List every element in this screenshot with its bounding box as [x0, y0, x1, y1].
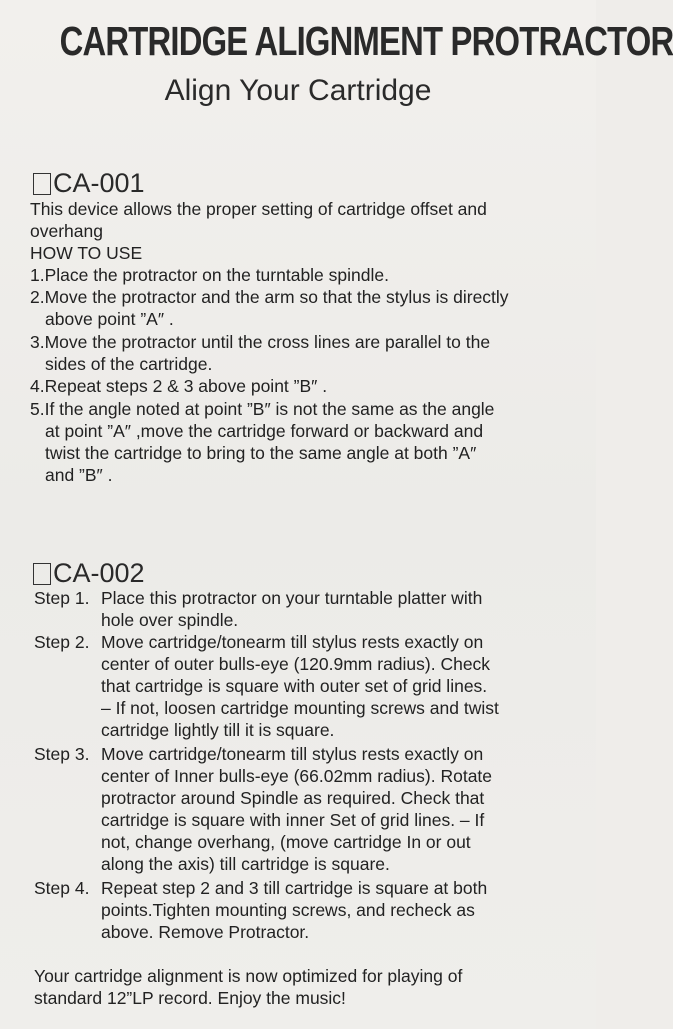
section-heading-ca002	[33, 558, 145, 589]
ca001-line: above point ”A″ .	[45, 309, 174, 329]
checkbox-icon	[33, 563, 51, 585]
step-line: cartridge lightly till it is square.	[101, 720, 335, 740]
step-line	[34, 877, 487, 899]
ca001-line: 1.Place the protractor on the turntable spindle.	[30, 265, 389, 285]
ca001-line: twist the cartridge to bring to the same angle at both ”A″	[45, 443, 477, 463]
step-line: center of Inner bulls-eye (66.02mm radius). Rotate	[101, 766, 493, 786]
step-label: Step 1.	[34, 588, 90, 608]
step-line: hole over spindle.	[101, 610, 239, 630]
section-heading-ca001	[33, 168, 145, 199]
ca001-line: 2.Move the protractor and the arm so that the stylus is directly	[30, 287, 509, 307]
page-subtitle: Align Your Cartridge	[164, 74, 432, 107]
step-line	[34, 587, 482, 609]
ca001-line: 4.Repeat steps 2 & 3 above point ”B″ .	[30, 376, 328, 396]
step-line: center of outer bulls-eye (120.9mm radius). Check	[101, 654, 491, 674]
closing-line: Your cartridge alignment is now optimized for playing of	[34, 966, 463, 986]
ca001-line: 5.If the angle noted at point ”B″ is not the same as the angle	[30, 399, 495, 419]
step-line: – If not, loosen cartridge mounting screws and twist	[101, 698, 499, 718]
step-label: Step 3.	[34, 744, 90, 764]
step-text: Place this protractor on your turntable platter with	[101, 588, 483, 608]
step-line: points.Tighten mounting screws, and recheck as	[101, 900, 475, 920]
step-label: Step 2.	[34, 632, 90, 652]
step-line: not, change overhang, (move cartridge In or out	[101, 832, 471, 852]
page-title: CARTRIDGE ALIGNMENT PROTRACTOR	[59, 18, 673, 64]
step-text: Repeat step 2 and 3 till cartridge is square at both	[101, 878, 488, 898]
step-line: protractor around Spindle as required. Check that	[101, 788, 485, 808]
step-line: cartridge is square with inner Set of grid lines. – If	[101, 810, 485, 830]
step-line: above. Remove Protractor.	[101, 922, 310, 942]
ca001-line: This device allows the proper setting of cartridge offset and	[30, 199, 487, 219]
ca001-line: and ”B″ .	[45, 465, 113, 485]
ca001-line: 3.Move the protractor until the cross lines are parallel to the	[30, 332, 491, 352]
step-line: that cartridge is square with outer set of grid lines.	[101, 676, 488, 696]
step-text: Move cartridge/tonearm till stylus rests exactly on	[101, 632, 484, 652]
checkbox-icon	[33, 173, 51, 195]
section-label: CA-001	[53, 168, 145, 198]
step-line: along the axis) till cartridge is square.	[101, 854, 390, 874]
ca001-line: at point ”A″ ,move the cartridge forward or backward and	[45, 421, 484, 441]
step-line	[34, 631, 483, 653]
step-line	[34, 743, 483, 765]
step-label: Step 4.	[34, 878, 90, 898]
section-label: CA-002	[53, 558, 145, 588]
step-text: Move cartridge/tonearm till stylus rests exactly on	[101, 744, 484, 764]
ca001-line: sides of the cartridge.	[45, 354, 213, 374]
closing-line: standard 12”LP record. Enjoy the music!	[34, 988, 346, 1008]
ca001-line: HOW TO USE	[30, 243, 143, 263]
ca001-line: overhang	[30, 221, 103, 241]
